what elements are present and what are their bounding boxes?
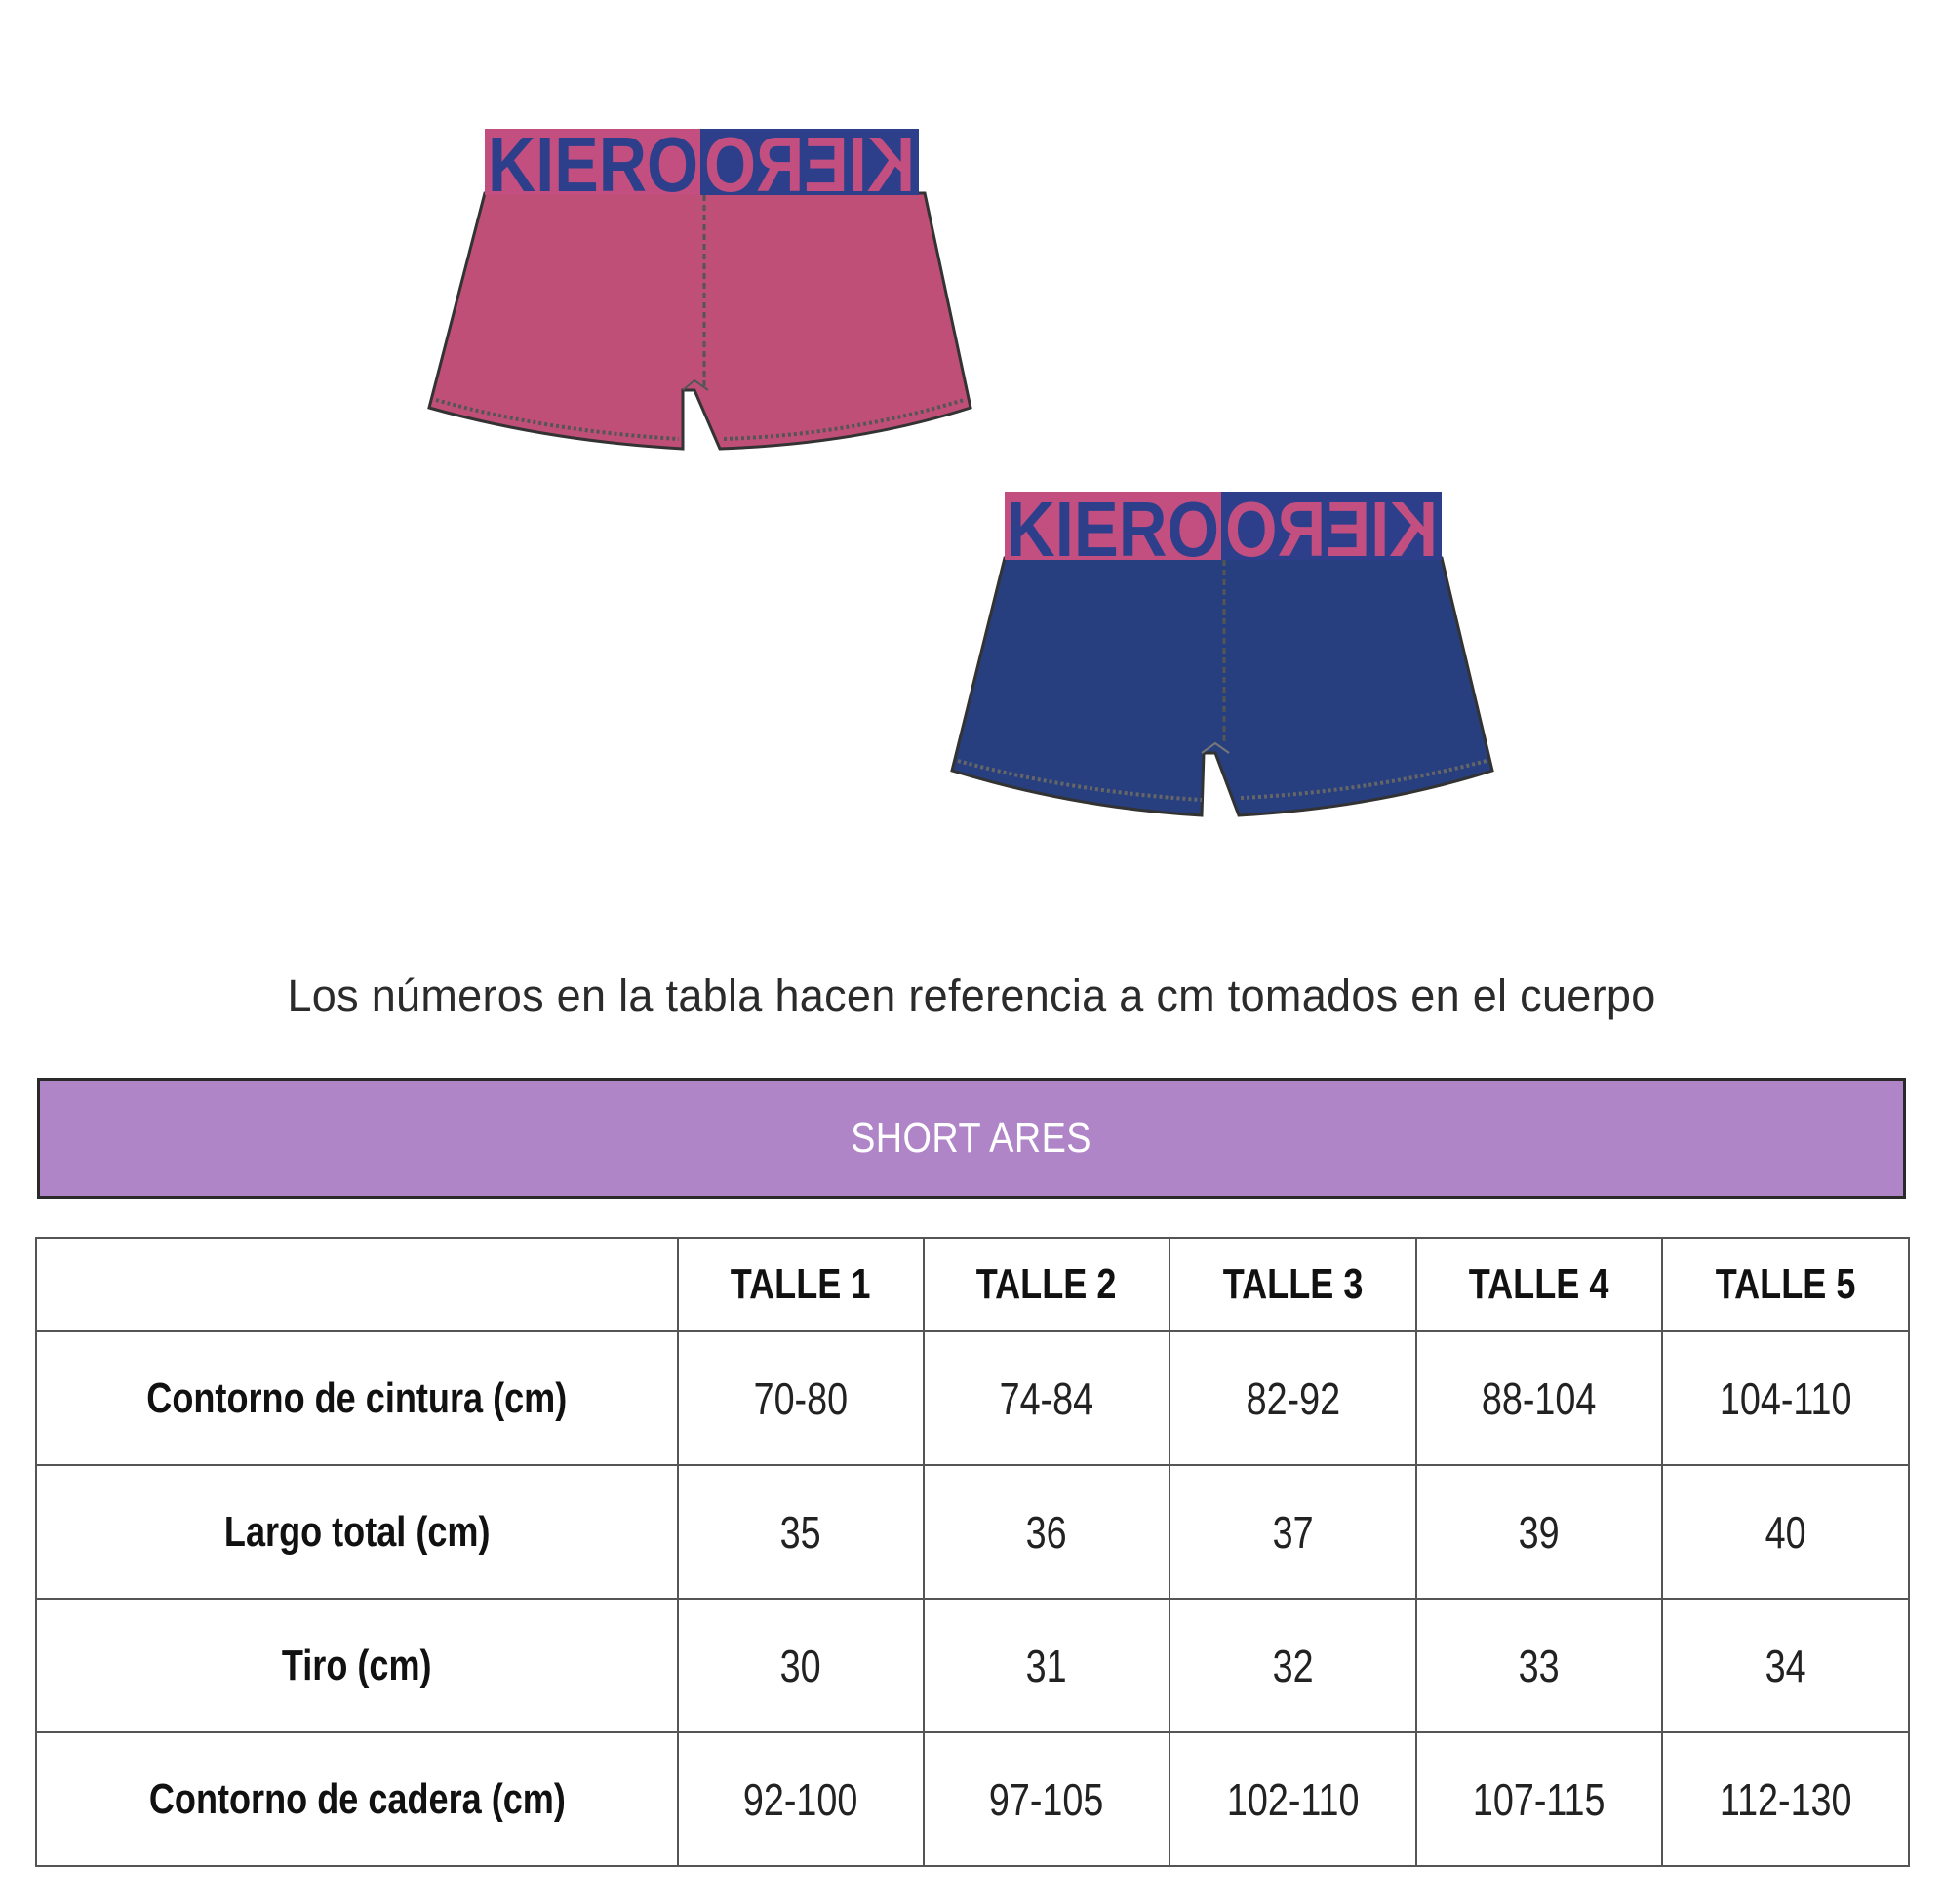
row-label-cadera: Contorno de cadera (cm) xyxy=(36,1732,678,1866)
size-chart-table xyxy=(35,1237,1910,1867)
header-talle-3: TALLE 3 xyxy=(1170,1238,1416,1331)
cell-value: 70-80 xyxy=(678,1331,924,1465)
cell-value: 88-104 xyxy=(1416,1331,1662,1465)
navy-waistband-text-right: KIERO xyxy=(1225,486,1438,573)
table-header-row xyxy=(36,1238,1909,1331)
table-row xyxy=(36,1331,1909,1465)
cell-value: 35 xyxy=(678,1465,924,1599)
cell-value: 102-110 xyxy=(1170,1732,1416,1866)
pink-shorts xyxy=(429,121,971,449)
shorts-illustration xyxy=(0,0,1943,878)
cell-value: 39 xyxy=(1416,1465,1662,1599)
row-label-largo: Largo total (cm) xyxy=(36,1465,678,1599)
cell-value: 40 xyxy=(1662,1465,1909,1599)
header-talle-1: TALLE 1 xyxy=(678,1238,924,1331)
cell-value: 34 xyxy=(1662,1599,1909,1732)
cell-value: 104-110 xyxy=(1662,1331,1909,1465)
cell-value: 30 xyxy=(678,1599,924,1732)
cell-value: 33 xyxy=(1416,1599,1662,1732)
cell-value: 82-92 xyxy=(1170,1331,1416,1465)
header-empty xyxy=(36,1238,678,1331)
pink-waistband-text-left: KIERO xyxy=(488,121,698,208)
navy-shorts xyxy=(952,486,1492,815)
header-talle-4: TALLE 4 xyxy=(1416,1238,1662,1331)
table-row xyxy=(36,1732,1909,1866)
cell-value: 36 xyxy=(924,1465,1170,1599)
table-row xyxy=(36,1465,1909,1599)
row-label-cintura: Contorno de cintura (cm) xyxy=(36,1331,678,1465)
cell-value: 74-84 xyxy=(924,1331,1170,1465)
cell-value: 107-115 xyxy=(1416,1732,1662,1866)
table-title: SHORT ARES xyxy=(851,1114,1092,1162)
cell-value: 97-105 xyxy=(924,1732,1170,1866)
measurement-note: Los números en la tabla hacen referencia a cm tomados en el cuerpo xyxy=(287,971,1656,1020)
pink-waistband-text-right: KIERO xyxy=(704,121,915,208)
pink-shorts-body xyxy=(429,193,971,449)
table-row xyxy=(36,1599,1909,1732)
cell-value: 92-100 xyxy=(678,1732,924,1866)
cell-value: 31 xyxy=(924,1599,1170,1732)
row-label-tiro: Tiro (cm) xyxy=(36,1599,678,1732)
header-talle-2: TALLE 2 xyxy=(924,1238,1170,1331)
header-talle-5: TALLE 5 xyxy=(1662,1238,1909,1331)
cell-value: 112-130 xyxy=(1662,1732,1909,1866)
table-title-bar xyxy=(37,1078,1906,1199)
cell-value: 32 xyxy=(1170,1599,1416,1732)
cell-value: 37 xyxy=(1170,1465,1416,1599)
navy-waistband-text-left: KIERO xyxy=(1007,486,1219,573)
